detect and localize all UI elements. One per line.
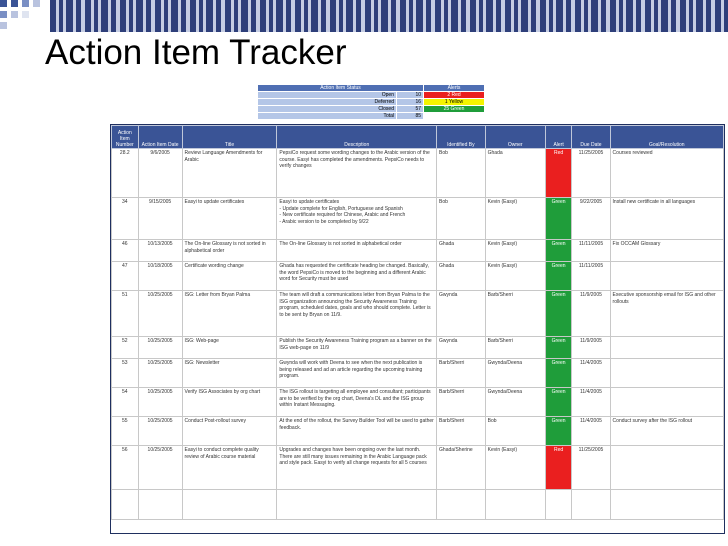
item-due-date: 11/9/2005 <box>572 337 610 359</box>
column-header[interactable]: Identified By <box>437 126 486 149</box>
item-goal <box>610 359 723 388</box>
item-goal <box>610 446 723 490</box>
item-alert: Red <box>545 446 572 490</box>
item-due-date: 11/4/2005 <box>572 359 610 388</box>
header-stripe <box>66 0 73 32</box>
item-due-date: 11/11/2005 <box>572 240 610 262</box>
item-number: 47 <box>112 262 139 291</box>
item-description: Publish the Security Awareness Training program as a banner on the ISG web-page on 11/9 <box>277 337 437 359</box>
header-stripe <box>206 0 213 32</box>
item-goal <box>610 262 723 291</box>
status-label: Total <box>258 113 397 120</box>
item-number: 53 <box>112 359 139 388</box>
item-description: PepsiCo request some wording changes to the Arabic version of the course. Easyi has completed the amendments. PepsiCo needs to verify changes <box>277 149 437 198</box>
header-stripe <box>556 0 563 32</box>
item-owner: Kevin (Easyi) <box>485 262 545 291</box>
column-header[interactable]: Action Item Date <box>138 126 182 149</box>
item-date: 10/13/2005 <box>138 240 182 262</box>
item-title: Conduct Post-rollout survey <box>182 417 277 446</box>
header-stripe <box>346 0 353 32</box>
column-header[interactable]: Due Date <box>572 126 610 149</box>
item-identified-by: Barb/Sherri <box>437 417 486 446</box>
table-row[interactable] <box>112 198 724 240</box>
item-owner: Kevin (Easyi) <box>485 198 545 240</box>
status-summary-table <box>257 84 485 120</box>
table-row[interactable] <box>112 240 724 262</box>
header-stripe <box>136 0 143 32</box>
status-label: Open <box>258 92 397 99</box>
item-alert: Green <box>545 337 572 359</box>
empty-cell <box>572 490 610 520</box>
item-number: 56 <box>112 446 139 490</box>
status-row <box>258 92 485 99</box>
item-title: Certificate wording change <box>182 262 277 291</box>
action-items-table <box>111 125 724 520</box>
status-row <box>258 106 485 113</box>
item-owner: Kevin (Easyi) <box>485 240 545 262</box>
alert-count: 1 Yellow <box>424 99 485 106</box>
empty-cell <box>610 490 723 520</box>
item-description: Gwynda will work with Deena to see when the next publication is being released and ad an article regarding the upcoming training program. <box>277 359 437 388</box>
item-identified-by: Gwynda <box>437 337 486 359</box>
item-title: ISG: Web-page <box>182 337 277 359</box>
item-goal <box>610 388 723 417</box>
header-stripe <box>311 0 318 32</box>
item-number: 54 <box>112 388 139 417</box>
table-row[interactable] <box>112 262 724 291</box>
item-due-date: 11/11/2005 <box>572 262 610 291</box>
item-date: 10/25/2005 <box>138 359 182 388</box>
status-value: 85 <box>397 113 424 120</box>
item-date: 10/25/2005 <box>138 446 182 490</box>
header-stripe <box>696 0 703 32</box>
item-identified-by: Barb/Sherri <box>437 359 486 388</box>
header-stripe <box>521 0 528 32</box>
empty-cell <box>182 490 277 520</box>
item-goal: Courses reviewed <box>610 149 723 198</box>
item-due-date: 11/4/2005 <box>572 388 610 417</box>
header-stripe <box>381 0 388 32</box>
status-row <box>258 99 485 106</box>
item-title: Verify ISG Associates by org chart <box>182 388 277 417</box>
status-row <box>258 113 485 120</box>
item-date: 9/6/2005 <box>138 149 182 198</box>
table-row[interactable] <box>112 388 724 417</box>
empty-cell <box>112 490 139 520</box>
item-owner: Gwynda/Deena <box>485 359 545 388</box>
item-date: 10/25/2005 <box>138 417 182 446</box>
item-owner: Ghada <box>485 149 545 198</box>
item-identified-by: Bob <box>437 149 486 198</box>
item-date: 10/25/2005 <box>138 388 182 417</box>
empty-cell <box>277 490 437 520</box>
column-header[interactable]: Action Item Number <box>112 126 139 149</box>
item-alert: Green <box>545 359 572 388</box>
item-identified-by: Barb/Sherri <box>437 388 486 417</box>
status-value: 16 <box>397 99 424 106</box>
empty-row <box>112 490 724 520</box>
status-value: 10 <box>397 92 424 99</box>
item-description: The On-line Glossary is not sorted in alphabetical order <box>277 240 437 262</box>
item-title: Easyi to conduct complete quality review of Arabic course material <box>182 446 277 490</box>
header-stripe <box>171 0 178 32</box>
item-due-date: 11/4/2005 <box>572 417 610 446</box>
item-goal <box>610 337 723 359</box>
table-row[interactable] <box>112 359 724 388</box>
header-stripe <box>661 0 668 32</box>
item-identified-by: Bob <box>437 198 486 240</box>
item-due-date: 11/25/2005 <box>572 446 610 490</box>
item-title: Easyi to update certificates <box>182 198 277 240</box>
page-title: Action Item Tracker <box>45 33 347 72</box>
empty-cell <box>545 490 572 520</box>
item-owner: Gwynda/Deena <box>485 388 545 417</box>
empty-cell <box>138 490 182 520</box>
alert-count <box>424 113 485 120</box>
item-description: Upgrades and changes have been ongoing over the last month. There are still many issues remaining in the Arabic Language pack and style pack. Easyi to verify all change requests for all 5 courses <box>277 446 437 490</box>
header-stripe <box>626 0 633 32</box>
item-goal: Install new certificate in all languages <box>610 198 723 240</box>
item-owner: Kevin (Easyi) <box>485 446 545 490</box>
item-due-date: 11/9/2005 <box>572 291 610 337</box>
item-alert: Green <box>545 417 572 446</box>
item-identified-by: Ghada <box>437 262 486 291</box>
alerts-header: Alerts <box>424 85 485 92</box>
item-alert: Red <box>545 149 572 198</box>
item-date: 9/15/2005 <box>138 198 182 240</box>
header-stripe <box>486 0 493 32</box>
item-owner: Barb/Sherri <box>485 291 545 337</box>
item-title: The On-line Glossary is not sorted in alphabetical order <box>182 240 277 262</box>
item-number: 34 <box>112 198 139 240</box>
header-stripe <box>451 0 458 32</box>
item-alert: Green <box>545 262 572 291</box>
header-stripe <box>416 0 423 32</box>
table-row[interactable] <box>112 417 724 446</box>
item-number: 55 <box>112 417 139 446</box>
empty-cell <box>485 490 545 520</box>
action-items-panel <box>110 124 725 534</box>
item-number: 28.2 <box>112 149 139 198</box>
item-date: 10/25/2005 <box>138 291 182 337</box>
header-stripe <box>724 0 728 32</box>
header-stripe <box>101 0 108 32</box>
alert-count: 2 Red <box>424 92 485 99</box>
item-number: 52 <box>112 337 139 359</box>
column-header[interactable]: Alert <box>545 126 572 149</box>
header-stripe <box>591 0 598 32</box>
column-header[interactable]: Goal/Resolution <box>610 126 723 149</box>
item-date: 10/25/2005 <box>138 337 182 359</box>
item-goal: Fix OCCAM Glossary <box>610 240 723 262</box>
status-label: Closed <box>258 106 397 113</box>
item-description: Easyi to update certificates - Update complete for English, Portuguese and Spanish - New certificate required for Chinese, Arabic and French - Arabic version to be completed by 9/22 <box>277 198 437 240</box>
table-row[interactable] <box>112 149 724 198</box>
alert-count: 25 Green <box>424 106 485 113</box>
item-title: Review Language Amendments for Arabic <box>182 149 277 198</box>
item-identified-by: Ghada <box>437 240 486 262</box>
item-date: 10/18/2005 <box>138 262 182 291</box>
item-description: The team will draft a communications letter from Bryan Palma to the ISG organization announcing the Security Awareness Training program, scheduled dates, goals and who should complete. Letter is to be sent by Bryan on 11/9. <box>277 291 437 337</box>
table-row[interactable] <box>112 446 724 490</box>
item-identified-by: Ghada/Sherine <box>437 446 486 490</box>
item-description: Ghada has requested the certificate heading be changed. Basically, the word PepsiCo is moved to the beginning and a different Arabic word for Security must be used <box>277 262 437 291</box>
column-header[interactable]: Owner <box>485 126 545 149</box>
table-row[interactable] <box>112 291 724 337</box>
item-number: 46 <box>112 240 139 262</box>
item-due-date: 9/22/2005 <box>572 198 610 240</box>
status-header: Action Item Status <box>258 85 424 92</box>
column-header[interactable]: Description <box>277 126 437 149</box>
item-goal: Conduct survey after the ISG rollout <box>610 417 723 446</box>
item-title: ISG: Letter from Bryan Palma <box>182 291 277 337</box>
item-description: The ISG rollout is targeting all employee and consultant; participants are to be verified by the org chart, Deena's DL and the ISG group within Instant Messaging. <box>277 388 437 417</box>
item-alert: Green <box>545 291 572 337</box>
item-alert: Green <box>545 240 572 262</box>
header-stripe <box>276 0 283 32</box>
item-title: ISG: Newsletter <box>182 359 277 388</box>
item-identified-by: Gwynda <box>437 291 486 337</box>
item-alert: Green <box>545 198 572 240</box>
item-goal: Executive sponsorship email for ISG and other rollouts <box>610 291 723 337</box>
item-owner: Bob <box>485 417 545 446</box>
empty-cell <box>437 490 486 520</box>
item-description: At the end of the rollout, the Survey Builder Tool will be used to gather feedback. <box>277 417 437 446</box>
table-row[interactable] <box>112 337 724 359</box>
item-owner: Barb/Sherri <box>485 337 545 359</box>
item-alert: Green <box>545 388 572 417</box>
status-value: 57 <box>397 106 424 113</box>
status-label: Deferred <box>258 99 397 106</box>
item-due-date: 11/25/2005 <box>572 149 610 198</box>
item-number: 51 <box>112 291 139 337</box>
header-stripe <box>241 0 248 32</box>
column-header[interactable]: Title <box>182 126 277 149</box>
